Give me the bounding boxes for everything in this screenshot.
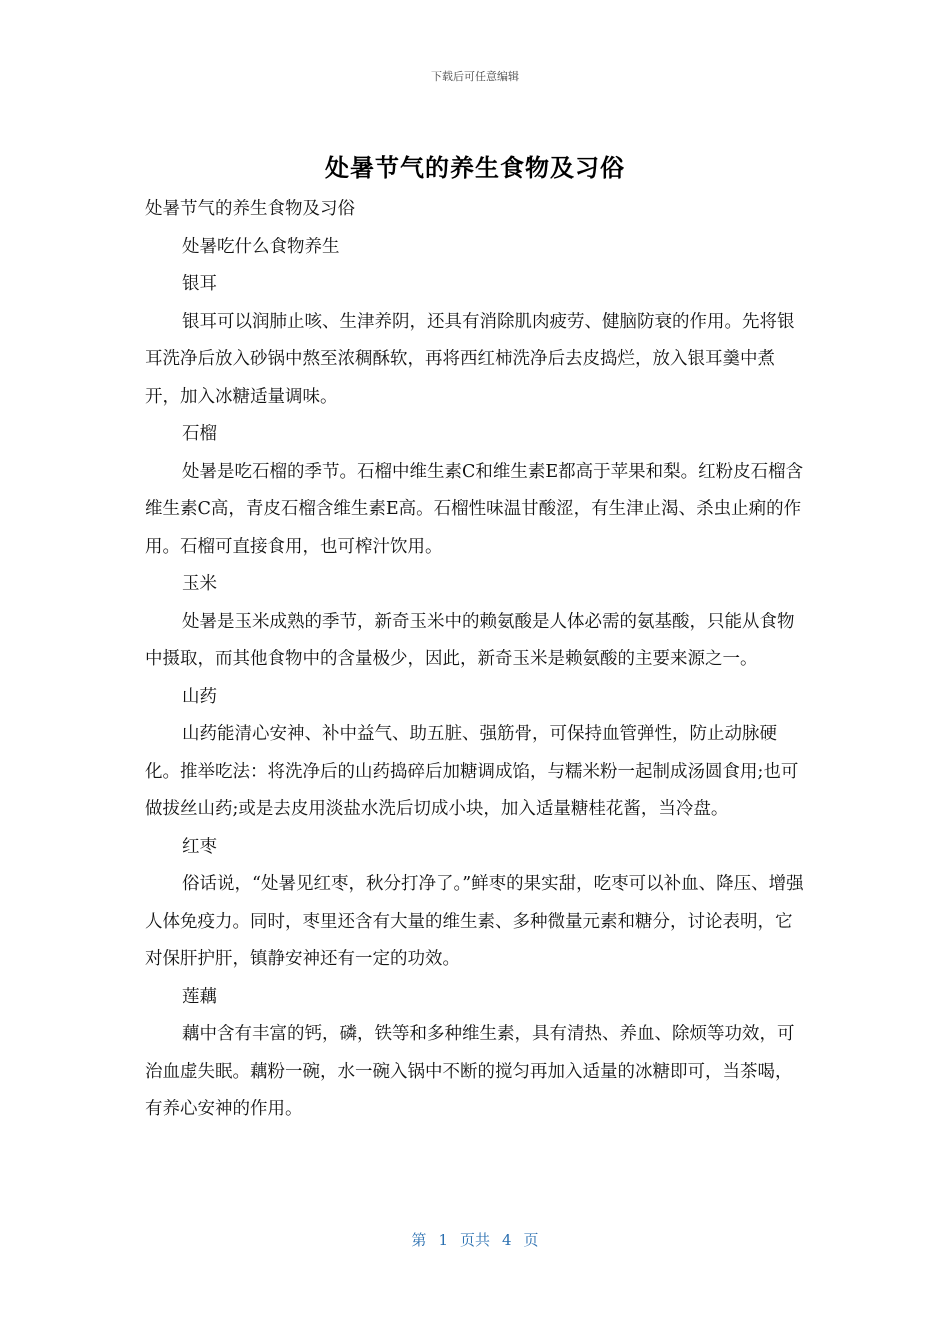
- body-paragraph-yam: 山药能清心安神、补中益气、助五脏、强筋骨，可保持血管弹性，防止动脉硬化。推举吃法：将洗净后的山药捣碎后加糖调成馅，与糯米粉一起制成汤圆食用;也可做拔丝山药;或是去皮用淡盐水洗后切成小块，加入适量糖桂花酱，当冷盘。: [145, 724, 799, 819]
- footer-total-pages: 4: [502, 1231, 512, 1249]
- subtitle-paragraph: 处暑节气的养生食物及习俗: [145, 199, 355, 219]
- body-paragraph-pomegranate: 处暑是吃石榴的季节。石榴中维生素C和维生素E都高于苹果和梨。红粉皮石榴含维生素C高，青皮石榴含维生素E高。石榴性味温甘酸涩，有生津止渴、杀虫止痢的作用。石榴可直接食用，也可榨汁饮用。: [145, 461, 804, 557]
- food-heading-tremella: 银耳: [182, 274, 217, 294]
- food-heading-yam: 山药: [182, 686, 217, 707]
- footer-middle: 页共: [459, 1231, 490, 1249]
- food-heading-jujube: 红枣: [182, 836, 217, 857]
- body-paragraph-tremella: 银耳可以润肺止咳、生津养阴，还具有消除肌肉疲劳、健脑防衰的作用。先将银耳洗净后放入砂锅中熬至浓稠酥软，再将西红柿洗净后去皮捣烂，放入银耳羹中煮开，加入冰糖适量调味。: [145, 311, 795, 407]
- page-header: 下载后可任意编辑: [431, 70, 519, 83]
- footer-prefix: 第: [411, 1231, 427, 1249]
- food-heading-corn: 玉米: [182, 574, 217, 594]
- document-title: 处暑节气的养生食物及习俗: [325, 154, 625, 182]
- body-paragraph-lotus-root: 藕中含有丰富的钙，磷，铁等和多种维生素，具有清热、养血、除烦等功效，可治血虚失眠。藕粉一碗，水一碗入锅中不断的搅匀再加入适量的冰糖即可，当茶喝，有养心安神的作用。: [145, 1024, 795, 1119]
- section-heading: 处暑吃什么食物养生: [182, 236, 340, 257]
- page-footer: [0, 1229, 950, 1250]
- body-paragraph-corn: 处暑是玉米成熟的季节，新奇玉米中的赖氨酸是人体必需的氨基酸，只能从食物中摄取，而其他食物中的含量极少，因此，新奇玉米是赖氨酸的主要来源之一。: [145, 611, 795, 669]
- footer-suffix: 页: [523, 1231, 539, 1249]
- food-heading-pomegranate: 石榴: [182, 424, 217, 444]
- food-heading-lotus-root: 莲藕: [182, 986, 217, 1007]
- document-body: [145, 191, 807, 1129]
- footer-page-number: 1: [438, 1231, 448, 1249]
- body-paragraph-jujube: 俗话说，“处暑见红枣，秋分打净了。”鲜枣的果实甜，吃枣可以补血、降压、增强人体免疫力。同时，枣里还含有大量的维生素、多种微量元素和糖分，讨论表明，它对保肝护肝，镇静安神还有一定的功效。: [145, 874, 804, 969]
